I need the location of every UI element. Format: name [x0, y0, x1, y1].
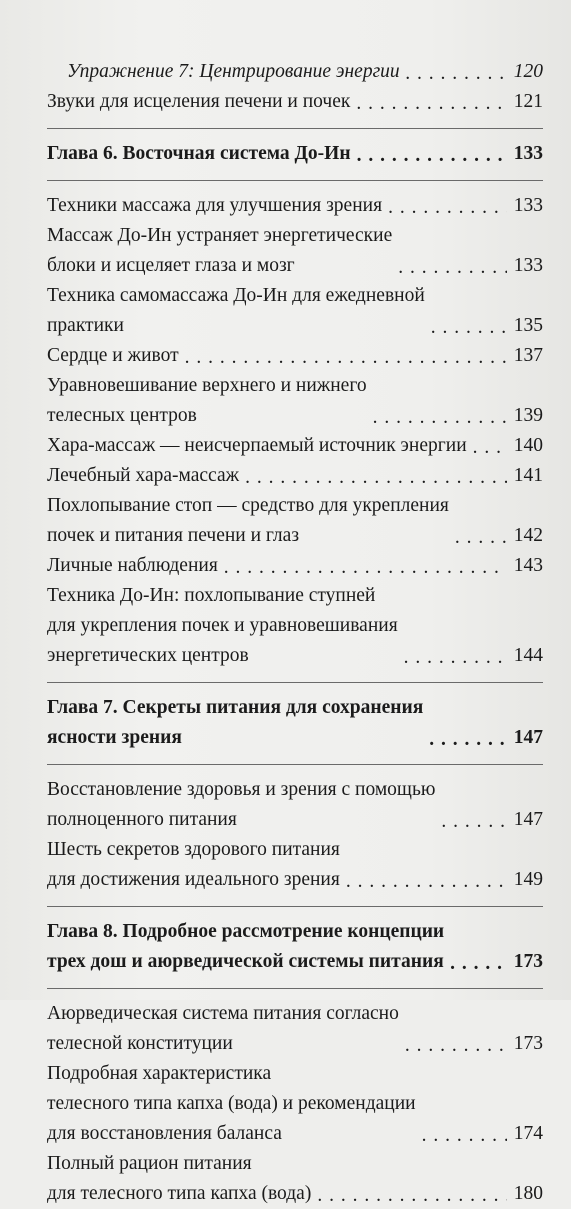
toc-entry-title: Упражнение 7: Центрирование энергии — [67, 61, 400, 82]
dot-leader — [405, 1039, 507, 1053]
dot-leader — [346, 875, 507, 889]
toc-entry[interactable] — [47, 1059, 543, 1149]
toc-entry[interactable] — [47, 551, 543, 581]
toc-entry[interactable] — [47, 87, 543, 117]
toc-entry-title: Уравновешивание верхнего и нижнего телесных центров — [47, 375, 367, 426]
toc-entry-title: Техники массажа для улучшения зрения — [47, 195, 383, 216]
toc-entry-title: Техника самомассажа До-Ин для ежедневной практики — [47, 285, 425, 336]
toc-chapter-title: Глава 7. Секреты питания для сохранения ясности зрения — [47, 697, 424, 748]
toc-entry[interactable] — [47, 775, 543, 835]
toc-page-number: 121 — [513, 91, 543, 112]
toc-page-number: 143 — [513, 555, 543, 576]
dot-leader — [431, 321, 507, 335]
chapter-divider — [47, 128, 543, 129]
toc-entry-title: Техника До-Ин: похлопывание ступней для укрепления почек и уравновешивания энергетических центров — [47, 585, 398, 666]
dot-leader — [373, 411, 507, 425]
dot-leader — [388, 201, 507, 215]
toc-page-number: 144 — [513, 645, 543, 666]
toc-page-number: 137 — [513, 345, 543, 366]
dot-leader — [429, 733, 507, 747]
toc-page-number: 173 — [513, 1033, 543, 1054]
toc-page-number: 149 — [513, 869, 543, 890]
chapter-divider — [47, 180, 543, 181]
table-of-contents — [47, 57, 543, 1209]
toc-page-number: 141 — [513, 465, 543, 486]
chapter-divider — [47, 682, 543, 683]
dot-leader — [398, 261, 507, 275]
toc-entry-title: Подробная характеристика телесного типа капха (вода) и рекомендации для восстановления баланса — [47, 1063, 416, 1144]
dot-leader — [441, 815, 507, 829]
dot-leader — [356, 97, 507, 111]
toc-entry-title: Звуки для исцеления печени и почек — [47, 91, 351, 112]
toc-page-number: 147 — [513, 809, 543, 830]
toc-page-number: 147 — [513, 727, 543, 748]
toc-entry[interactable] — [47, 341, 543, 371]
toc-entry[interactable] — [47, 461, 543, 491]
toc-entry[interactable] — [47, 835, 543, 895]
toc-entry-title: Хара-массаж — неисчерпаемый источник энергии — [47, 435, 467, 456]
toc-chapter[interactable] — [47, 139, 543, 169]
toc-chapter[interactable] — [47, 917, 543, 977]
dot-leader — [422, 1129, 507, 1143]
toc-entry[interactable] — [47, 281, 543, 341]
toc-entry[interactable] — [47, 491, 543, 551]
dot-leader — [185, 351, 507, 365]
toc-page-number: 133 — [513, 195, 543, 216]
chapter-divider — [47, 906, 543, 907]
toc-entry[interactable] — [47, 1149, 543, 1209]
chapter-divider — [47, 764, 543, 765]
toc-chapter-title: Глава 8. Подробное рассмотрение концепции трех дош и аюрведической системы питания — [47, 921, 445, 972]
toc-chapter[interactable] — [47, 693, 543, 753]
toc-entry-title: Аюрведическая система питания согласно телесной конституции — [47, 1003, 399, 1054]
toc-entry[interactable] — [47, 57, 543, 87]
dot-leader — [406, 67, 507, 81]
dot-leader — [357, 149, 507, 163]
toc-entry-title: Массаж До-Ин устраняет энергетические блоки и исцеляет глаза и мозг — [47, 225, 393, 276]
toc-entry-title: Личные наблюдения — [47, 555, 218, 576]
toc-page-number: 140 — [513, 435, 543, 456]
toc-entry[interactable] — [47, 581, 543, 671]
toc-entry-title: Сердце и живот — [47, 345, 179, 366]
toc-page-number: 142 — [513, 525, 543, 546]
toc-page-number: 173 — [513, 951, 543, 972]
dot-leader — [245, 471, 507, 485]
toc-entry-title: Шесть секретов здорового питания для достижения идеального зрения — [47, 839, 340, 890]
toc-entry[interactable] — [47, 191, 543, 221]
toc-page-number: 133 — [513, 255, 543, 276]
toc-page-number: 133 — [513, 143, 543, 164]
toc-entry[interactable] — [47, 221, 543, 281]
dot-leader — [317, 1189, 507, 1203]
toc-page-number: 120 — [513, 61, 543, 82]
toc-page-number: 135 — [513, 315, 543, 336]
toc-entry-title: Похлопывание стоп — средство для укрепления почек и питания печени и глаз — [47, 495, 449, 546]
toc-chapter-title: Глава 6. Восточная система До-Ин — [47, 143, 351, 164]
dot-leader — [455, 531, 507, 545]
toc-entry[interactable] — [47, 431, 543, 461]
toc-page-number: 174 — [513, 1123, 543, 1144]
dot-leader — [450, 957, 507, 971]
toc-entry-title: Восстановление здоровья и зрения с помощью полноценного питания — [47, 779, 436, 830]
toc-page-number: 180 — [513, 1183, 543, 1204]
chapter-divider — [47, 988, 543, 989]
toc-page-number: 139 — [513, 405, 543, 426]
dot-leader — [473, 441, 507, 455]
dot-leader — [224, 561, 507, 575]
toc-entry[interactable] — [47, 371, 543, 431]
toc-entry[interactable] — [47, 999, 543, 1059]
toc-entry-title: Полный рацион питания для телесного типа капха (вода) — [47, 1153, 312, 1204]
toc-entry-title: Лечебный хара-массаж — [47, 465, 240, 486]
dot-leader — [404, 651, 507, 665]
